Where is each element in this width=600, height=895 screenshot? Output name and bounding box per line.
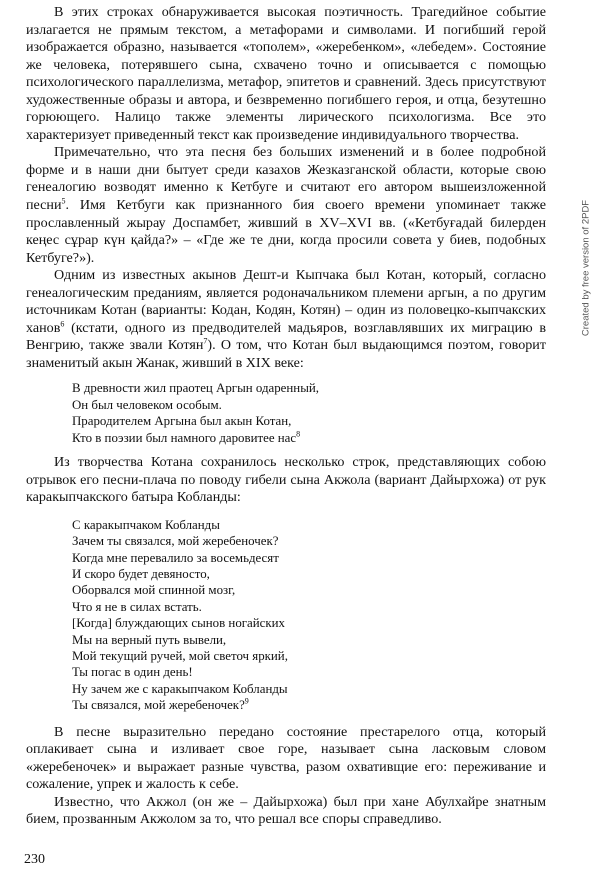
paragraph-3-text-c: ). О том, что Котан был выдающимся поэтом, говорит знаменитый акын Жанак, живший в XIX веке:	[26, 337, 546, 371]
poem-line: Ну зачем же с каракыпчаком Кобланды	[72, 681, 288, 696]
paragraph-2-text-a: Примечательно, что эта песня без больших изменений и в более подробной форме и в наши дни бытует среди казахов Жезказганской области, которые свою генеалогию возводят именно к Кетбуге и считают его автором вышеизложенной песни	[26, 144, 546, 214]
footnote-ref-9: 9	[244, 696, 249, 706]
poem-line: Прародителем Аргына был акын Котан,	[72, 414, 292, 429]
paragraph-3-text-b: (кстати, одного из предводителей мадьяров, возглавлявших их миграцию в Венгрию, также звали Котян	[26, 319, 546, 354]
paragraph-1: В этих строках обнаруживается высокая поэтичность. Трагедийное событие излагается не прямым текстом, а метафорами и символами. И погибший герой изображается образно, называется «тополем», «жеребенком», «лебедем». Состояние же человека, потерявшего сына, схвачено точно и описывается с помощью психологического параллелизма, метафор, эпитетов и сравнений. Здесь присутствуют художественные образы и автора, и безвременно погибшего героя, и отца, безутешно горюющего. Налицо также элементы лирического психологизма. Все это характеризует приведенный текст как произведение индивидуального творчества.	[26, 4, 546, 143]
poem-line	[72, 430, 546, 446]
footnote-ref-8: 8	[296, 429, 301, 439]
poem-line: Зачем ты связался, мой жеребеночек?	[72, 534, 279, 549]
paragraph-4: Из творчества Котана сохранилось несколько строк, представляющих собою отрывок его песни-плача по поводу гибели сына Акжола (вариант Дайырхожа) от рук каракыпчакского батыра Кобланды:	[26, 454, 546, 506]
poem-line: Мы на верный путь вывели,	[72, 632, 227, 647]
paragraph-3	[26, 267, 546, 372]
poem-line: Он был человеком особым.	[72, 397, 222, 412]
poem-line-text: Ты связался, мой жеребеночек?	[72, 698, 245, 713]
paragraph-6: Известно, что Акжол (он же – Дайырхожа) был при хане Абулхайре знатным бием, прозванным Акжолом за то, что решал все споры справедливо.	[26, 793, 546, 828]
paragraph-5: В песне выразительно передано состояние престарелого отца, который оплакивает сына и изливает свое горе, называет сына ласковым словом «жеребеночек» и выражает разные чувства, разом охвативщие его: переживание и сожаление, упрек и жалость к себе.	[26, 723, 546, 793]
paragraph-2-text-b: . Имя Кетбуги как признанного бия своего времени упоминает также прославленный жырау Доспамбет, живший в XV–XVI вв. («Кетбуғадай билерден кеңес сұрар күн қайда?» – «Где же те дни, когда просили совета у биев, подобных Кетбуге?»).	[26, 197, 546, 266]
poem-line: С каракыпчаком Кобланды	[72, 517, 220, 532]
poem-line: [Когда] блуждающих сынов ногайских	[72, 616, 286, 631]
paragraph-3-text-a: Одним из известных акынов Дешт-и Кыпчака был Котан, который, согласно генеалогическим преданиям, является родоначальником племени аргын, а по другим источникам Котан (варианты: Кодан, Кодян, Котян) – один из половецко-кыпчакских ханов	[26, 267, 546, 336]
poem-line: Мой текущий ручей, мой светоч яркий,	[72, 649, 288, 663]
poem-line: Ты погас в один день!	[72, 665, 193, 680]
poem-line	[72, 697, 546, 713]
page-number: 230	[24, 852, 45, 867]
page-body	[26, 4, 546, 829]
paragraph-2	[26, 144, 546, 267]
poem-line: Что я не в силах встать.	[72, 599, 202, 614]
poem-line: В древности жил праотец Аргын одаренный,	[72, 381, 319, 396]
footnote-ref-5: 5	[61, 196, 66, 206]
poem-line: И скоро будет девяносто,	[72, 566, 210, 581]
poem-line: Оборвался мой спинной мозг,	[72, 583, 236, 598]
poem-zhanak	[72, 380, 546, 446]
footnote-ref-7: 7	[203, 336, 208, 346]
poem-kotan-lament	[72, 517, 546, 714]
poem-line: Когда мне перевалило за восемьдесят	[72, 550, 279, 565]
watermark-text: Created by free version of 2PDF	[580, 199, 592, 337]
poem-line-text: Кто в поэзии был намного даровитее нас	[72, 430, 297, 445]
footnote-ref-6: 6	[60, 319, 65, 329]
